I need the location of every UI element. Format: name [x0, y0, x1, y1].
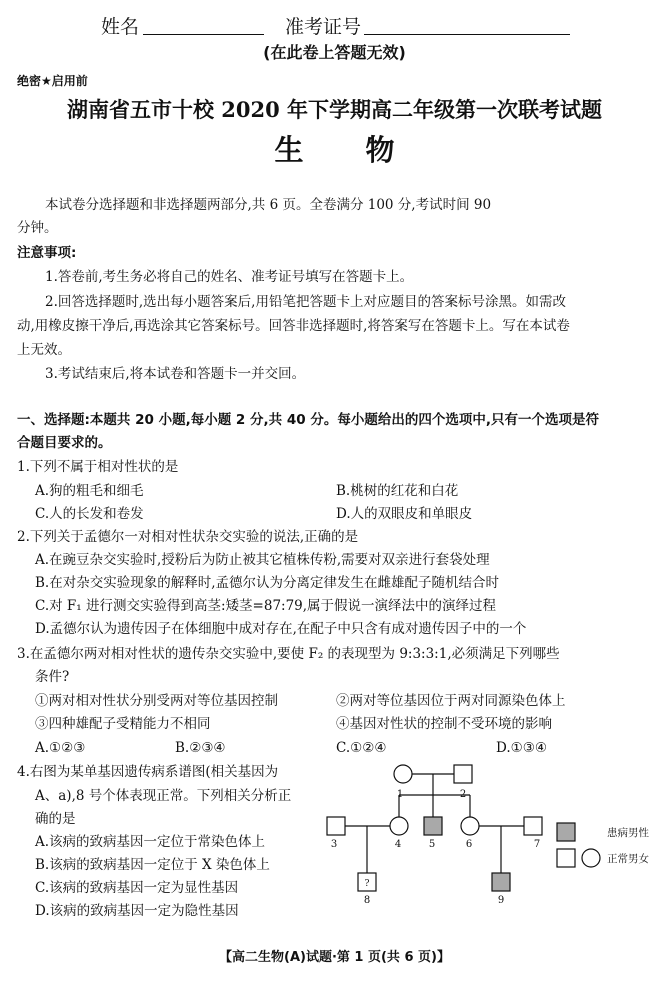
- label-6: 6: [465, 839, 473, 850]
- q3-option-c: C.①②④: [336, 740, 387, 756]
- label-7: 7: [533, 839, 541, 850]
- q3-condition-1: ①两对相对性状分别受两对等位基因控制: [35, 693, 278, 709]
- q1-option-d: D.人的双眼皮和单眼皮: [336, 506, 473, 522]
- q4-stem-line-3: 确的是: [35, 811, 76, 827]
- section-1-heading-line-1: 一、选择题:本题共 20 小题,每小题 2 分,共 40 分。每小题给出的四个选项中,只有一个选项是符: [17, 412, 599, 428]
- legend-affected-male-symbol: [557, 823, 575, 841]
- q4-stem-line-1: 4.右图为某单基因遗传病系谱图(相关基因为: [17, 764, 279, 780]
- notes-heading: 注意事项:: [17, 245, 77, 261]
- label-8: 8: [363, 895, 371, 906]
- legend-normal-female-symbol: [582, 849, 600, 867]
- individual-4: [390, 817, 408, 835]
- q3-condition-3: ③四种雄配子受精能力不相同: [35, 716, 211, 732]
- unknown-mark-8: ?: [364, 879, 370, 889]
- q4-option-d: D.该病的致病基因一定为隐性基因: [35, 903, 239, 919]
- page-footer: 【高二生物(A)试题·第 1 页(共 6 页)】: [219, 950, 450, 965]
- note-2-line-1: 2.回答选择题时,选出每小题答案后,用铅笔把答题卡上对应题目的答案标号涂黑。如需改: [45, 294, 566, 310]
- q3-stem-line-2: 条件?: [35, 669, 70, 685]
- subject-title: 生 物: [274, 133, 421, 167]
- note-1: 1.答卷前,考生务必将自己的姓名、准考证号填写在答题卡上。: [45, 269, 414, 285]
- q4-option-c: C.该病的致病基因一定为显性基因: [35, 880, 239, 896]
- q3-condition-4: ④基因对性状的控制不受环境的影响: [336, 716, 552, 732]
- label-4: 4: [394, 839, 402, 850]
- label-5: 5: [428, 839, 436, 850]
- q3-option-d: D.①③④: [496, 740, 547, 756]
- q1-option-b: B.桃树的红花和白花: [336, 483, 459, 499]
- q1-option-c: C.人的长发和卷发: [35, 506, 144, 522]
- q2-option-c: C.对 F₁ 进行测交实验得到高茎:矮茎=87:79,属于假说一演绎法中的演绎过程: [35, 598, 497, 614]
- exam-title: 湖南省五市十校 2020 年下学期高二年级第一次联考试题: [66, 97, 603, 122]
- q2-option-d: D.孟德尔认为遗传因子在体细胞中成对存在,在配子中只含有成对遗传因子中的一个: [35, 621, 527, 637]
- q4-stem-line-2: A、a),8 号个体表现正常。下列相关分析正: [35, 788, 292, 804]
- q3-condition-2: ②两对等位基因位于两对同源染色体上: [336, 693, 566, 709]
- q4-option-b: B.该病的致病基因一定位于 X 染色体上: [35, 857, 270, 873]
- section-1-heading-line-2: 合题目要求的。: [17, 435, 112, 451]
- q3-stem-line-1: 3.在孟德尔两对相对性状的遗传杂交实验中,要使 F₂ 的表现型为 9:3:3:1,必须满足下列哪些: [17, 646, 560, 662]
- label-2: 2: [459, 789, 467, 800]
- individual-6: [461, 817, 479, 835]
- note-2-line-2: 动,用橡皮擦干净后,再选涂其它答案标号。回答非选择题时,将答案写在答题卡上。写在本试卷: [17, 318, 570, 334]
- legend-normal-label: 正常男女: [607, 853, 649, 865]
- intro-line-1: 本试卷分选择题和非选择题两部分,共 6 页。全卷满分 100 分,考试时间 90: [45, 197, 492, 213]
- note-3: 3.考试结束后,将本试卷和答题卡一并交回。: [45, 366, 306, 382]
- q3-option-a: A.①②③: [35, 740, 86, 756]
- individual-1: [394, 765, 412, 783]
- individual-3: [327, 817, 345, 835]
- individual-9: [492, 873, 510, 891]
- label-9: 9: [497, 895, 505, 906]
- exam-id-blank: [364, 34, 570, 35]
- secret-mark: 绝密★启用前: [17, 74, 88, 88]
- q1-stem: 1.下列不属于相对性状的是: [17, 459, 179, 475]
- q2-option-b: B.在对杂交实验现象的解释时,孟德尔认为分离定律发生在雌雄配子随机结合时: [35, 575, 500, 591]
- name-label: 姓名: [101, 16, 140, 38]
- label-1: 1: [396, 789, 404, 800]
- note-2-line-3: 上无效。: [17, 342, 71, 358]
- individual-2: [454, 765, 472, 783]
- individual-7: [524, 817, 542, 835]
- label-3: 3: [330, 839, 338, 850]
- legend-affected-label: 患病男性: [607, 827, 649, 839]
- invalid-answer-notice: (在此卷上答题无效): [263, 43, 406, 62]
- candidate-info-header: [0, 8, 669, 38]
- q4-option-a: A.该病的致病基因一定位于常染色体上: [35, 834, 266, 850]
- q2-option-a: A.在豌豆杂交实验时,授粉后为防止被其它植株传粉,需要对双亲进行套袋处理: [35, 552, 490, 568]
- exam-id-label: 准考证号: [285, 16, 362, 38]
- name-blank: [143, 34, 264, 35]
- q2-stem: 2.下列关于孟德尔一对相对性状杂交实验的说法,正确的是: [17, 529, 359, 545]
- legend-normal-male-symbol: [557, 849, 575, 867]
- intro-line-2: 分钟。: [17, 220, 58, 236]
- q1-option-a: A.狗的粗毛和细毛: [35, 483, 144, 499]
- pedigree-chart: [315, 755, 669, 915]
- individual-5: [424, 817, 442, 835]
- q3-option-b: B.②③④: [175, 740, 226, 756]
